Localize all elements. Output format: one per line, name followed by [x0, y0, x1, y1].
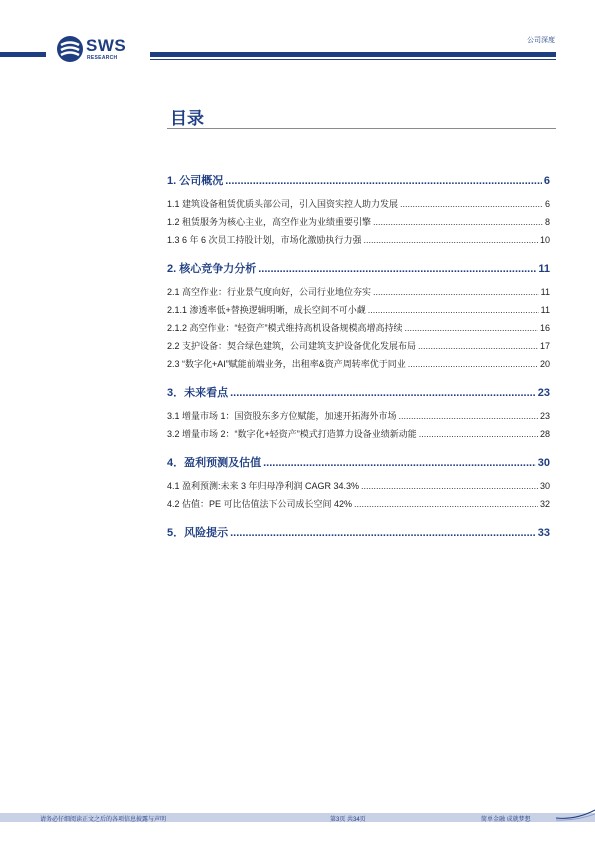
footer-deco-icon [556, 808, 595, 822]
toc-item-label: 4.2 估值：PE 可比估值法下公司成长空间 42% [167, 499, 353, 509]
toc-item-label: 2.2 支护设备：契合绿色建筑，公司建筑支护设备优化发展布局 [167, 341, 417, 351]
toc-leader-dots [230, 387, 536, 399]
toc-section-row[interactable] [167, 384, 550, 400]
report-type-tag: 公司深度 [527, 37, 555, 44]
footer-slogan: 简单金融 成就梦想 [481, 817, 531, 823]
toc-item-page: 11 [540, 305, 550, 315]
toc-item-row[interactable] [167, 479, 550, 492]
toc-section-page: 33 [537, 527, 550, 539]
table-of-contents [167, 172, 550, 540]
toc-item-row[interactable] [167, 427, 550, 440]
toc-leader-dots [263, 457, 536, 469]
toc-leader-dots [373, 287, 539, 297]
toc-item-label: 3.1 增量市场 1：国资股东多方位赋能，加速开拓海外市场 [167, 411, 397, 421]
toc-leader-dots [408, 359, 538, 369]
toc-leader-dots [400, 199, 543, 209]
toc-item-page: 28 [539, 429, 550, 439]
toc-section-page: 30 [537, 457, 550, 469]
sws-logo-icon [56, 34, 84, 64]
toc-item-page: 17 [539, 341, 550, 351]
toc-leader-dots [405, 323, 538, 333]
toc-item-row[interactable] [167, 357, 550, 370]
toc-item-label: 4.1 盈利预测:未来 3 年归母净利润 CAGR 34.3% [167, 481, 360, 491]
toc-item-page: 30 [539, 481, 550, 491]
toc-item-label: 1.3 6 年 6 次员工持股计划，市场化激励执行力强 [167, 235, 362, 245]
toc-item-label: 3.2 增量市场 2：“数字化+轻资产”模式打造算力设备业绩新动能 [167, 429, 417, 439]
toc-item-row[interactable] [167, 285, 550, 298]
toc-item-page: 32 [539, 499, 550, 509]
toc-leader-dots [364, 235, 538, 245]
toc-leader-dots [419, 429, 538, 439]
toc-item-page: 23 [539, 411, 550, 421]
logo-text: SWS [86, 36, 127, 55]
toc-section-page: 11 [538, 263, 550, 275]
footer-disclaimer: 请务必仔细阅读正文之后的各项信息披露与声明 [40, 817, 167, 823]
toc-section-row[interactable] [167, 524, 550, 540]
toc-item-row[interactable] [167, 409, 550, 422]
toc-section-label: 1. 公司概况 [167, 175, 224, 187]
toc-section-row[interactable] [167, 454, 550, 470]
toc-section-label: 3．未来看点 [167, 387, 229, 399]
toc-leader-dots [230, 527, 536, 539]
toc-item-page: 10 [539, 235, 550, 245]
toc-section-page: 23 [537, 387, 550, 399]
toc-section-label: 4．盈利预测及估值 [167, 457, 262, 469]
toc-item-row[interactable] [167, 233, 550, 246]
toc-leader-dots [361, 481, 538, 491]
sws-logo [56, 34, 146, 68]
toc-item-row[interactable] [167, 215, 550, 228]
toc-item-page: 11 [540, 287, 550, 297]
toc-leader-dots [354, 499, 538, 509]
toc-item-page: 20 [539, 359, 550, 369]
toc-item-label: 1.1 建筑设备租赁优质头部公司，引入国资实控人助力发展 [167, 199, 399, 209]
logo-subtext: RESEARCH [87, 55, 118, 61]
toc-section-label: 5．风险提示 [167, 527, 229, 539]
toc-leader-dots [418, 341, 538, 351]
toc-item-row[interactable] [167, 339, 550, 352]
toc-leader-dots [368, 305, 539, 315]
toc-leader-dots [225, 175, 542, 187]
toc-item-label: 1.2 租赁服务为核心主业，高空作业为业绩重要引擎 [167, 217, 372, 227]
toc-item-row[interactable] [167, 197, 550, 210]
toc-item-row[interactable] [167, 497, 550, 510]
toc-section-label: 2. 核心竞争力分析 [167, 263, 257, 275]
header-rule-right [150, 52, 556, 57]
toc-item-page: 6 [544, 199, 550, 209]
toc-section-row[interactable] [167, 260, 550, 276]
toc-item-label: 2.1.1 渗透率低+替换逻辑明晰，成长空间不可小觑 [167, 305, 366, 315]
toc-item-label: 2.1 高空作业：行业景气度向好，公司行业地位夯实 [167, 287, 372, 297]
title-rule [167, 128, 556, 129]
toc-leader-dots [399, 411, 538, 421]
toc-item-label: 2.3 “数字化+AI”赋能前端业务，出租率&资产周转率优于同业 [167, 359, 406, 369]
toc-section-page: 6 [543, 175, 550, 187]
header-thin-rule [150, 59, 556, 60]
toc-section-row[interactable] [167, 172, 550, 188]
toc-item-page: 8 [544, 217, 550, 227]
toc-item-label: 2.1.2 高空作业：“轻资产”模式维持高机设备规模高增高持续 [167, 323, 403, 333]
toc-item-row[interactable] [167, 321, 550, 334]
toc-item-row[interactable] [167, 303, 550, 316]
toc-title: 目录 [170, 109, 204, 128]
toc-leader-dots [373, 217, 543, 227]
header-rule-left [0, 52, 46, 57]
toc-leader-dots [258, 263, 536, 275]
footer-page-info: 第3页 共34页 [330, 817, 366, 823]
toc-item-page: 16 [539, 323, 550, 333]
